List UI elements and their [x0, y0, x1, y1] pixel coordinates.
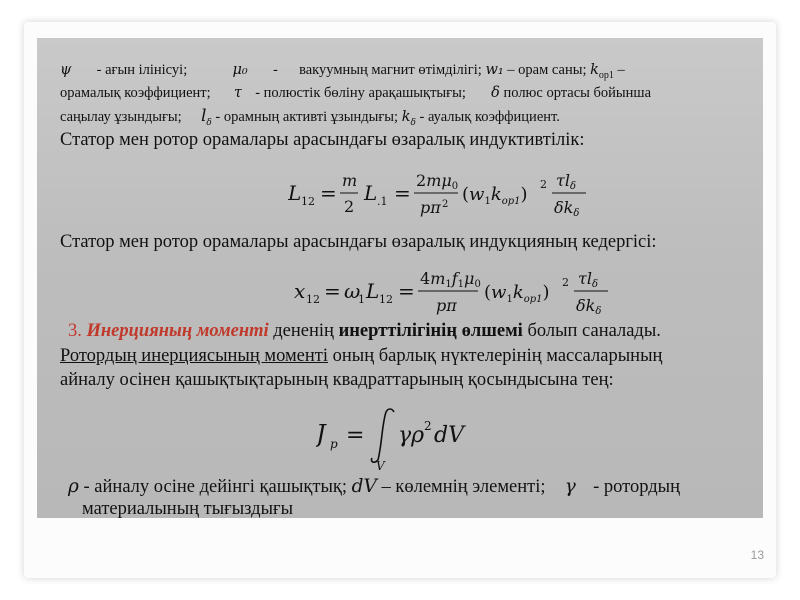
formula-inertia-integral	[316, 404, 486, 472]
term-rotor-inertia: Ротордың инерциясының моменті	[60, 346, 329, 366]
term-moment-of-inertia: Инерцияның моменті	[86, 321, 269, 341]
svg-text:12: 12	[379, 293, 393, 306]
svg-text:(w1kор1): $(w_1k_{ор1})$	[484, 282, 550, 305]
definition-text: вакуумның магнит өтімділігі;	[299, 62, 482, 78]
symbol-rho: ρ	[68, 476, 79, 497]
symbol-tau: τ	[233, 85, 242, 101]
text-dash: -	[273, 62, 278, 78]
symbol-gamma: γ	[564, 476, 576, 497]
svg-text:2: 2	[562, 276, 569, 289]
svg-text:2mμ0: 2mμ0	[416, 171, 459, 192]
svg-text:x: x	[294, 279, 306, 303]
page-number: 13	[750, 548, 764, 562]
footer-line-1	[68, 476, 680, 498]
svg-text:τlδ: τlδ	[578, 269, 598, 290]
section-number: 3.	[68, 321, 82, 341]
svg-text:2: 2	[442, 199, 449, 210]
svg-text:=: =	[324, 279, 341, 303]
definition-text: саңылау ұзындығы;	[60, 109, 182, 125]
section-3-line-3: айналу осінен қашықтықтарының квадраттарының қосындысына тең:	[60, 370, 614, 390]
svg-text:pπ: pπ	[420, 198, 441, 217]
svg-text:pπ: pπ	[436, 296, 457, 315]
section-3-line-1	[68, 321, 661, 342]
definitions-line-1	[60, 62, 625, 81]
svg-text:2: 2	[540, 178, 547, 191]
symbol-k: k	[590, 62, 599, 78]
definition-text: орамалық коэффициент;	[60, 85, 211, 101]
symbol-k-subscript: ор1	[598, 69, 614, 81]
svg-text:=: =	[394, 181, 411, 205]
section-text: болып саналады.	[527, 321, 661, 341]
svg-text:2: 2	[424, 419, 432, 433]
section-text: оның барлық нүктелерінің массаларының	[332, 346, 663, 366]
svg-text:2: 2	[344, 197, 355, 216]
heading-mutual-inductance: Статор мен ротор орамалары арасындағы өзаралық индуктивтілік:	[60, 130, 585, 150]
section-text: дененің	[273, 321, 334, 341]
svg-text:J: J	[316, 420, 326, 448]
svg-text:δkδ: δkδ	[554, 198, 580, 219]
svg-text:12: 12	[301, 195, 315, 208]
text-dash: -	[96, 62, 102, 78]
symbol-l-delta: l	[200, 106, 207, 126]
svg-text:γρ: γρ	[398, 423, 425, 448]
svg-text:L: L	[364, 181, 378, 205]
section-3-line-2	[60, 346, 662, 367]
symbol-psi: ψ	[60, 62, 72, 78]
definition-text: - полюстік бөліну арақашықтығы;	[255, 85, 466, 101]
symbol-mu0: μ₀	[232, 62, 248, 78]
definitions-line-3	[60, 106, 560, 128]
heading-mutual-resistance: Статор мен ротор орамалары арасындағы өзаралық индукцияның кедергісі:	[60, 232, 657, 252]
svg-text:12: 12	[306, 293, 320, 306]
definition-text: ағын ілінісуі;	[105, 62, 188, 78]
svg-text:δkδ: δkδ	[576, 296, 602, 317]
definition-text: - ауалық коэффициент.	[419, 109, 560, 125]
formula-mutual-inductance	[288, 166, 598, 220]
definition-text: - орамның активті ұзындығы;	[215, 109, 399, 125]
svg-text:(w1kор1): $(w_1k_{ор1})$	[462, 184, 528, 207]
symbol-dv: dV	[351, 476, 377, 497]
symbol-w1: w₁	[485, 62, 504, 78]
svg-text:4m1f1μ0: 4m1f1μ0	[420, 269, 481, 290]
svg-text:L: L	[366, 279, 380, 303]
svg-text:=: =	[320, 181, 337, 205]
svg-text:m: m	[342, 171, 358, 190]
definition-text: –	[617, 62, 625, 78]
term-inertia-measure: инерттілігінің өлшемі	[338, 321, 523, 341]
svg-text:=: =	[346, 423, 365, 448]
svg-text:L: L	[288, 181, 302, 205]
symbol-delta-subscript: δ	[206, 117, 212, 128]
definitions-line-2	[60, 85, 651, 102]
definition-text: – орам саны;	[507, 62, 587, 78]
footer-text: - айналу осіне дейінгі қашықтық;	[83, 477, 348, 497]
svg-text:.1: .1	[377, 195, 388, 208]
symbol-delta: δ	[491, 85, 500, 101]
footer-line-2: материалының тығыздығы	[82, 499, 294, 519]
svg-text:ω: ω	[344, 279, 361, 303]
svg-text:V: V	[376, 459, 385, 472]
footer-text: – көлемнің элементі;	[381, 477, 546, 497]
definition-text: полюс ортасы бойынша	[503, 85, 651, 101]
symbol-delta-subscript: δ	[410, 117, 416, 128]
footer-text: - ротордың	[593, 477, 680, 497]
formula-mutual-reactance	[294, 264, 614, 318]
svg-text:dV: dV	[434, 423, 464, 448]
svg-text:p: p	[330, 437, 338, 451]
symbol-k-delta: k	[401, 109, 411, 125]
svg-text:1: 1	[358, 293, 365, 306]
svg-text:τlδ: τlδ	[556, 171, 576, 192]
svg-text:=: =	[398, 279, 415, 303]
